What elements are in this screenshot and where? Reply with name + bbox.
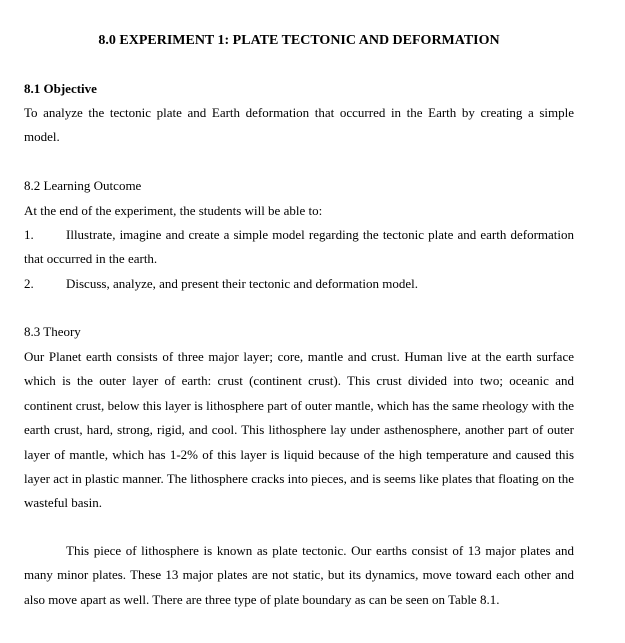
objective-heading: 8.1 Objective (24, 81, 97, 96)
theory-paragraph-1: Our Planet earth consists of three major layer; core, mantle and crust. Human live at the earth surface which is the outer layer of earth: crust (continent crust). This crust divided into two; oceanic and continent crust, below this layer is lithosphere part of outer mantle, which has the same rheology with the earth crust, hard, strong, rigid, and cool. This lithosphere lay under asthenosphere, another part of outer layer of mantle, which has 1-2% of this layer is liquid because of the high temperature and caused this layer act in plastic manner. The lithosphere cracks into pieces, and is seems like plates that floating on the wasteful basin. (24, 349, 574, 511)
page-title: 8.0 EXPERIMENT 1: PLATE TECTONIC AND DEFORMATION (98, 33, 500, 48)
theory-paragraph-2: This piece of lithosphere is known as plate tectonic. Our earths consist of 13 major plates and many minor plates. These 13 major plates are not static, but its dynamics, move toward each other and also move apart as well. There are three type of plate boundary as can be seen on Table 8.1. (24, 543, 574, 607)
list-item-number: 1. (24, 227, 34, 242)
list-item-text: Illustrate, imagine and create a simple model regarding the tectonic plate and earth deformation that occurred in the earth. (24, 227, 574, 267)
list-item (24, 272, 574, 296)
theory-heading: 8.3 Theory (24, 324, 81, 339)
learning-outcome-intro: At the end of the experiment, the students will be able to: (24, 203, 323, 218)
list-item-text: Discuss, analyze, and present their tectonic and deformation model. (66, 276, 418, 291)
objective-text: To analyze the tectonic plate and Earth deformation that occurred in the Earth by creating a simple model. (24, 105, 574, 145)
learning-outcome-heading: 8.2 Learning Outcome (24, 178, 142, 193)
list-item (24, 223, 574, 272)
list-item-number: 2. (24, 276, 34, 291)
